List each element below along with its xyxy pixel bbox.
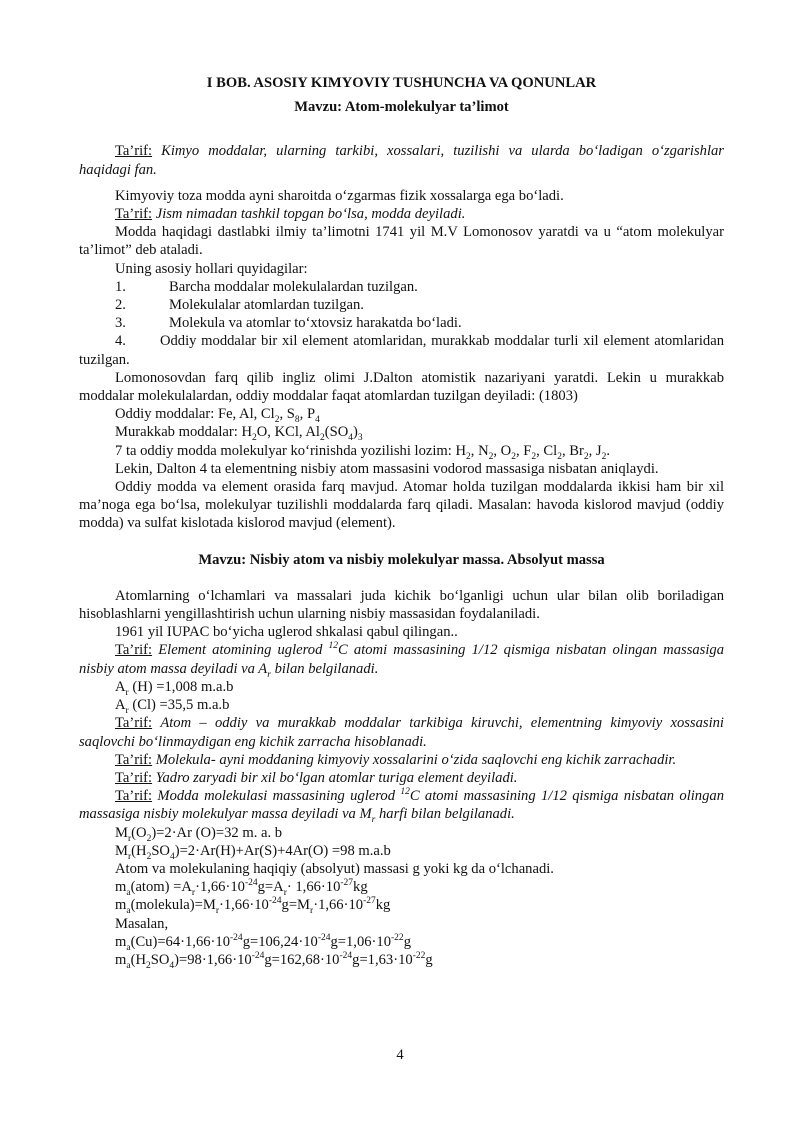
list-item <box>79 296 724 314</box>
paragraph: Atomlarning o‘lchamlari va massalari juda kichik bo‘lganligi uchun ular bilan olib boriladigan hisoblashlarni yengillashtirish uchun ularning nisbiy massasidan foydalaniladi. <box>79 587 724 623</box>
formula-mr-h2so4: $M_r(H_2SO_4)=2\cdot Ar(H)+Ar(S)+4Ar(O) =98$ m.a.b <box>115 842 391 862</box>
definition-element: Ta’rif: Yadro zaryadi bir xil bo‘lgan atomlar turiga element deyiladi. <box>115 769 518 786</box>
chapter-title: I BOB. ASOSIY KIMYOVIY TUSHUNCHA VA QONUNLAR <box>206 75 597 91</box>
list-item <box>79 314 724 332</box>
paragraph: 1961 yil IUPAC bo‘yicha uglerod shkalasi qabul qilingan.. <box>115 624 458 641</box>
definition-text: Jism nimadan tashkil topgan bo‘lsa, modda deyiladi. <box>155 206 466 223</box>
topic-title-1: Mavzu: Atom-molekulyar ta’limot <box>294 99 509 116</box>
formula-mr-o2: $M_r(O_2)=2\cdot Ar$ (O)=32 m. a. b <box>115 824 283 844</box>
list-item <box>79 278 724 296</box>
term-label: Ta’rif: <box>115 788 153 805</box>
page-number: 4 <box>396 1047 404 1063</box>
formula-ma-atom: $m_a(atom) =A_r\cdot 1,66\cdot 10^{-24}g=A_r\cdot 1,66\cdot 10^{-27}kg$ <box>115 878 368 899</box>
term-label: Ta’rif: <box>115 715 153 732</box>
term-label: Ta’rif: <box>115 751 153 768</box>
definition-text: Kimyo moddalar, ularning tarkibi, xossalari, tuzilishi va ularda bo‘ladigan o‘zgarishlar haqidagi fan. <box>79 143 724 178</box>
term-label: Ta’rif: <box>115 143 153 160</box>
term-label: Ta’rif: <box>115 206 153 223</box>
list-text: Barcha moddalar molekulalardan tuzilgan. <box>169 278 418 295</box>
definition-chemistry <box>79 142 724 178</box>
list-item <box>79 332 724 368</box>
term-label: Ta’rif: <box>115 769 153 786</box>
term-label: Ta’rif: <box>115 642 153 659</box>
paragraph: Modda haqidagi dastlabki ilmiy ta’limotni 1741 yil M.V Lomonosov yaratdi va u “atom molekulyar ta’limot” deb ataladi. <box>79 224 724 259</box>
topic-title-2: Mavzu: Nisbiy atom va nisbiy molekulyar massa. Absolyut massa <box>198 551 605 568</box>
list-number: 2. <box>115 297 126 314</box>
formula-ma-cu: $m_a(Cu)=64\cdot 1,66\cdot 10^{-24}g=106,24\cdot 10^{-24}g=1,06\cdot 10^{-22}g$ <box>115 932 411 953</box>
atomic-mass-cl: $A_r$ (Cl) =35,5 m.a.b <box>115 697 230 716</box>
paragraph: Kimyoviy toza modda ayni sharoitda o‘zgarmas fizik xossalarga ega bo‘ladi. <box>115 187 564 204</box>
list-number: 4. <box>115 333 126 350</box>
paragraph: Lomonosovdan farq qilib ingliz olimi J.Dalton atomistik nazariyani yaratdi. Lekin u murakkab moddalar molekulalardan, oddiy moddalar faqat atomlardan tuzilgan deyiladi: (1803) <box>79 369 724 405</box>
complex-substances: Murakkab moddalar: $H_2O$, KCl, $Al_2(SO_4)_3$ <box>115 424 363 444</box>
atomic-mass-h: $A_r$ (H) =1,008 m.a.b <box>115 678 234 698</box>
definition-relative-atomic-mass: Ta’rif: Element atomining uglerod $^{12}$C atomi massasining 1/12 qismiga nisbatan olingan massasiga nisbiy atom massa deyiladi va $A_r$ bilan belgilanadi. <box>79 641 725 680</box>
list-number: 1. <box>115 278 126 295</box>
definition-atom: Ta’rif: Atom – oddiy va murakkab moddalar tarkibiga kiruvchi, elementning kimyoviy xossasini saqlovchi bo‘linmaydigan eng kichik zarracha hisoblanadi. <box>79 715 724 750</box>
list-text: Oddiy moddalar bir xil element atomlaridan, murakkab moddalar turli xil element atomlaridan tuzilgan. <box>79 333 724 368</box>
list-number: 3. <box>115 315 126 332</box>
paragraph: Atom va molekulaning haqiqiy (absolyut) massasi g yoki kg da o‘lchanadi. <box>115 860 554 877</box>
simple-substances: Oddiy moddalar: Fe, Al, $Cl_2$, $S_8$, $P_4$ <box>115 406 320 426</box>
diatomic-molecules: 7 ta oddiy modda molekulyar ko‘rinishda yozilishi lozim: $H_2$, $N_2$, $O_2$, $F_2$, $Cl_2$, $Br_2$, $J_2$. <box>115 442 610 462</box>
definition-relative-molecular-mass: Ta’rif: Modda molekulasi massasining uglerod $^{12}$C atomi massasining 1/12 qismiga nisbatan olingan massasiga nisbiy molekulyar massa deyiladi va $M_r$ harfi bilan belgilanadi. <box>79 787 724 826</box>
definition-molecule: Ta’rif: Molekula- ayni moddaning kimyoviy xossalarini o‘zida saqlovchi eng kichik zarrachadir. <box>115 751 677 768</box>
formula-ma-molecule: $m_a(molekula)=M_r\cdot 1,66\cdot 10^{-24}g=M_r\cdot 1,66\cdot 10^{-27}kg$ <box>115 896 391 917</box>
paragraph: Masalan, <box>115 915 169 932</box>
list-text: Molekula va atomlar to‘xtovsiz harakatda bo‘ladi. <box>169 315 462 332</box>
paragraph: Uning asosiy hollari quyidagilar: <box>115 260 308 277</box>
paragraph: Lekin, Dalton 4 ta elementning nisbiy atom massasini vodorod massasiga nisbatan aniqlaydi. <box>115 460 659 477</box>
paragraph: Oddiy modda va element orasida farq mavjud. Atomar holda tuzilgan moddalarda ikkisi ham bir xil ma’noga ega bo‘lsa, molekulyar tuzilishli moddalarda farq qiladi. Masalan: havoda kislorod mavjud (oddiy modda) va sulfat kislotada kislorod mavjud (element). <box>79 479 724 532</box>
definition-substance <box>79 205 724 223</box>
list-text: Molekulalar atomlardan tuzilgan. <box>169 297 364 314</box>
formula-ma-h2so4: $m_a(H_2SO_4)=98\cdot 1,66\cdot 10^{-24}g=162,68\cdot 10^{-24}g=1,63\cdot 10^{-22}g$ <box>115 951 433 971</box>
